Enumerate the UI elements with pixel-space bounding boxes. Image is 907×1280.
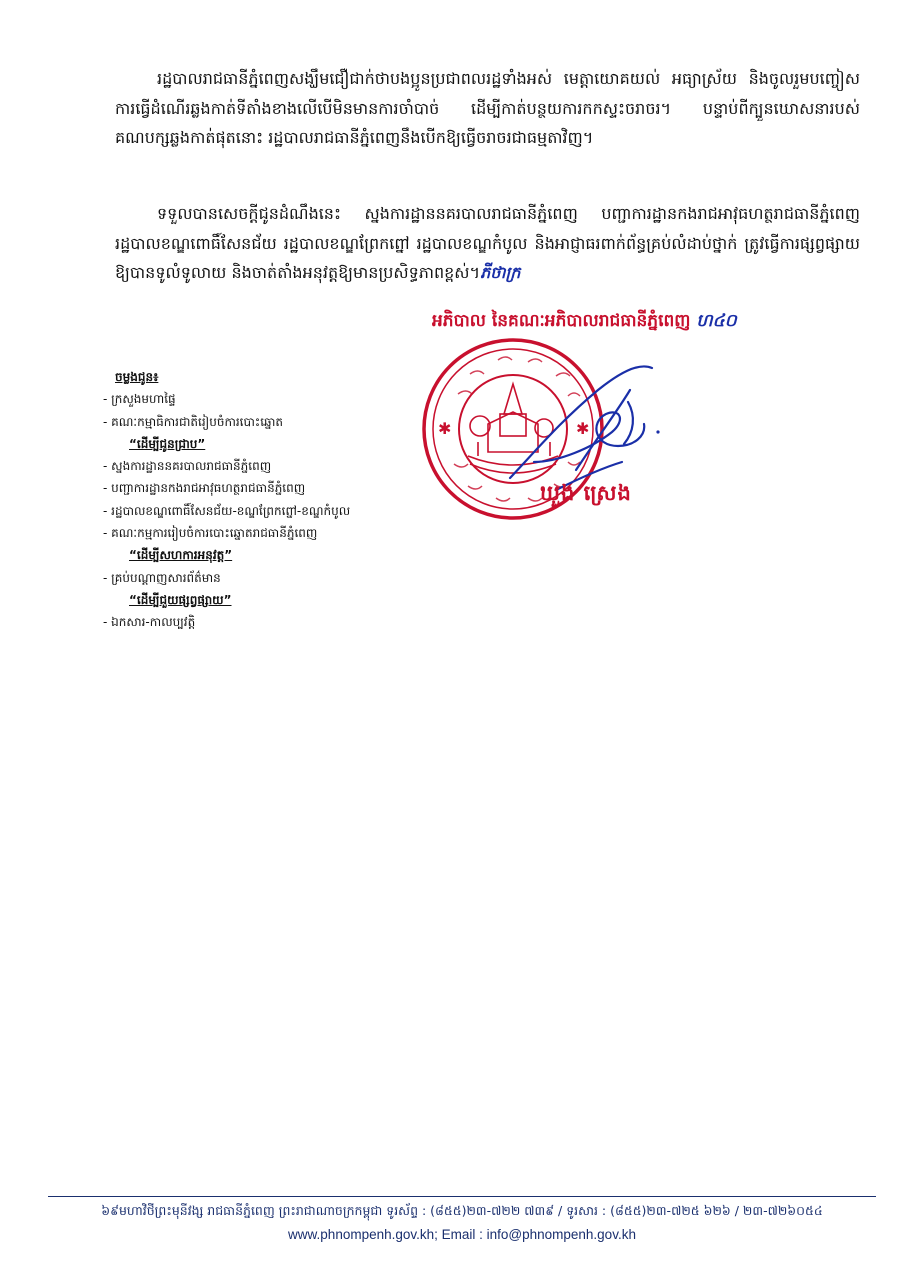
cc-item: - ក្រសួងមហាផ្ទៃ xyxy=(103,388,423,410)
footer-website-email: www.phnompenh.gov.kh; Email : info@phnompenh.gov.kh xyxy=(288,1227,636,1242)
body-paragraph-2 xyxy=(115,199,860,288)
signer-title xyxy=(432,310,737,335)
handwritten-title-mark: ហ៤០ xyxy=(696,311,737,331)
cc-item: - ឯកសារ-កាលប្បវត្តិ xyxy=(103,611,423,633)
signer-title-text: អភិបាល នៃគណៈអភិបាលរាជធានីភ្នំពេញ xyxy=(432,311,691,331)
cc-purpose-disseminate: “ដើម្បីជួយផ្សព្វផ្សាយ” xyxy=(129,592,232,607)
cc-purpose-inform: “ដើម្បីជូនជ្រាប” xyxy=(129,436,206,451)
cc-item: - រដ្ឋបាលខណ្ឌពោធិ៍សែនជ័យ-ខណ្ឌព្រែកព្នៅ-ខណ្ឌកំបូល xyxy=(103,500,423,522)
body-paragraph-1: រដ្ឋបាលរាជធានីភ្នំពេញសង្ឃឹមជឿជាក់ថាបងប្អូនប្រជាពលរដ្ឋទាំងអស់ មេត្តាយោគយល់ អធ្យាស្រ័យ និងចូលរួមបញ្ចៀសការធ្វើដំណើរឆ្លងកាត់ទីតាំងខាងលើបើមិនមានការចាំបាច់ ដើម្បីកាត់បន្ថយការកកស្ទះចរាចរ។ បន្ទាប់ពីក្បួនឃោសនារបស់គណបក្សឆ្លងកាត់ផុតនោះ រដ្ឋបាលរាជធានីភ្នំពេញនឹងបើកឱ្យធ្វើចរាចរជាធម្មតាវិញ។ xyxy=(115,69,860,147)
signer-name: ឃួង ស្រេង xyxy=(540,481,632,505)
footer-address: ៦៩មហាវិថីព្រះមុនីវង្ស រាជធានីភ្នំពេញ ព្រះរាជាណាចក្រកម្ពុជា ទូរស័ព្ទ : (៨៥៥)២៣-៧២២ ៧៣៩ / ទូរសារ : (៨៥៥)២៣-៧២៥ ៦២៦ / ២៣-៧២៦០៥៤ xyxy=(101,1203,823,1218)
footer-divider xyxy=(48,1196,876,1197)
cc-list xyxy=(103,366,423,634)
cc-item: - ស្នងការដ្ឋាននគរបាលរាជធានីភ្នំពេញ xyxy=(103,455,423,477)
cc-item: - បញ្ជាការដ្ឋានកងរាជអាវុធហត្ថរាជធានីភ្នំពេញ xyxy=(103,477,423,499)
body-paragraph-2-text: ទទួលបានសេចក្តីជូនដំណឹងនេះ ស្នងការដ្ឋាននគរបាលរាជធានីភ្នំពេញ បញ្ជាការដ្ឋានកងរាជអាវុធហត្ថរាជធានីភ្នំពេញ រដ្ឋបាលខណ្ឌពោធិ៍សែនជ័យ រដ្ឋបាលខណ្ឌព្រែកព្នៅ រដ្ឋបាលខណ្ឌកំបូល និងអាជ្ញាធរពាក់ព័ន្ធគ្រប់លំដាប់ថ្នាក់ ត្រូវធ្វើការផ្សព្វផ្សាយឱ្យបានទូលំទូលាយ និងចាត់តាំងអនុវត្តឱ្យមានប្រសិទ្ធភាពខ្ពស់។ xyxy=(115,204,860,282)
cc-item: - គណៈកម្មការរៀបចំការបោះឆ្នោតរាជធានីភ្នំពេញ xyxy=(103,522,423,544)
handwritten-initial-mark: ភីថាក្រ xyxy=(480,263,521,282)
cc-purpose-cooperate: “ដើម្បីសហការអនុវត្ត” xyxy=(129,548,233,563)
cc-heading: ចម្លងជូន៖ xyxy=(115,370,159,384)
svg-text:✱: ✱ xyxy=(576,419,590,438)
handwritten-signature xyxy=(500,350,670,500)
svg-text:✱: ✱ xyxy=(438,419,452,438)
cc-item: - គណៈកម្មាធិការជាតិរៀបចំការបោះឆ្នោត xyxy=(103,411,423,433)
cc-item: - គ្រប់បណ្តាញសារព័ត៌មាន xyxy=(103,567,423,589)
